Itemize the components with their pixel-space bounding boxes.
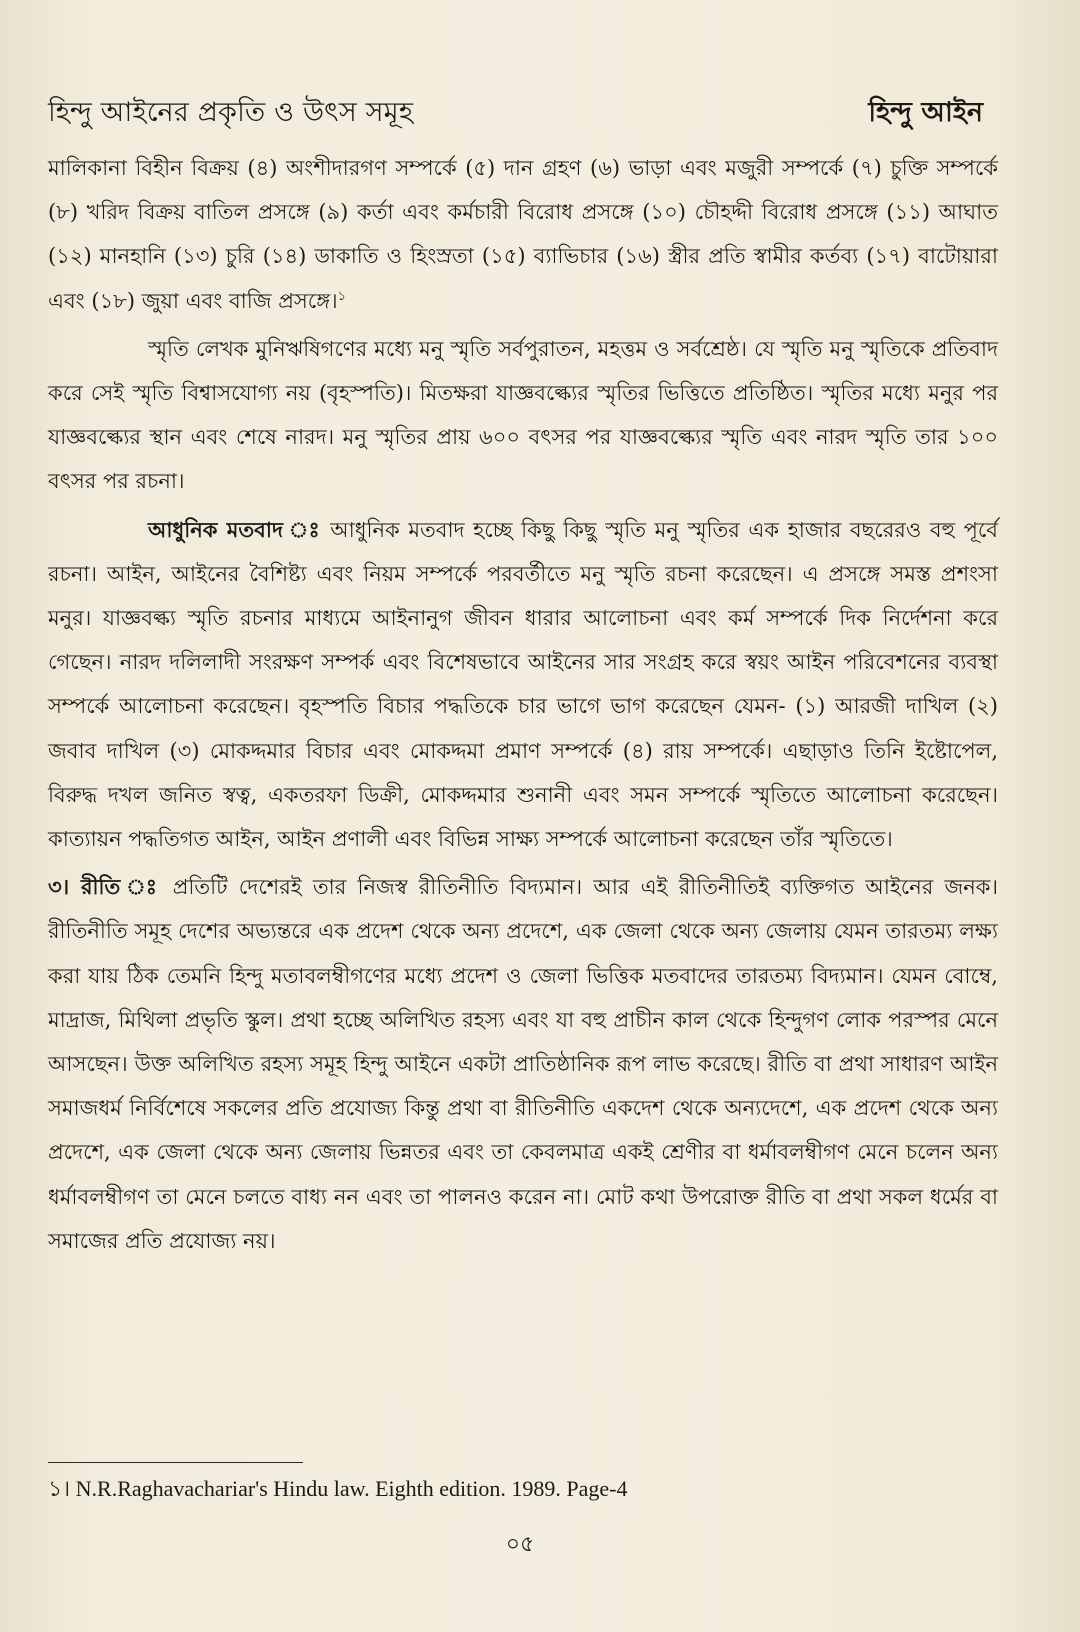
paragraph-4 <box>48 865 998 1263</box>
paragraph-2: স্মৃতি লেখক মুনিঋষিগণের মধ্যে মনু স্মৃতি সর্বপুরাতন, মহত্তম ও সর্বশ্রেষ্ঠ। যে স্মৃতি মনু স্মৃতিকে প্রতিবাদ করে সেই স্মৃতি বিশ্বাসযোগ্য নয় (বৃহস্পতি)। মিতক্ষরা যাজ্ঞবল্ক্যের স্মৃতির ভিত্তিতে প্রতিষ্ঠিত। স্মৃতির মধ্যে মনুর পর যাজ্ঞবল্ক্যের স্থান এবং শেষে নারদ। মনু স্মৃতির প্রায় ৬০০ বৎসর পর যাজ্ঞবল্ক্যের স্মৃতি এবং নারদ স্মৃতি তার ১০০ বৎসর পর রচনা। <box>48 336 998 494</box>
paragraph-3-lead: আধুনিক মতবাদ ঃ <box>148 516 322 542</box>
paragraph-3-text: আধুনিক মতবাদ হচ্ছে কিছু কিছু স্মৃতি মনু স্মৃতির এক হাজার বছরেরও বহু পূর্বে রচনা। আইন, আইনের বৈশিষ্ট্য এবং নিয়ম সম্পর্কে পরবর্তীতে মনু স্মৃতি রচনা করেছেন। এ প্রসঙ্গে সমস্ত প্রশংসা মনুর। যাজ্ঞবল্ক্য স্মৃতি রচনার মাধ্যমে আইনানুগ জীবন ধারার আলোচনা এবং কর্ম সম্পর্কে দিক নির্দেশনা করে গেছেন। নারদ দলিলাদী সংরক্ষণ সম্পর্ক এবং বিশেষভাবে আইনের সার সংগ্রহ করে স্বয়ং আইন পরিবেশনের ব্যবস্থা সম্পর্কে আলোচনা করেছেন। বৃহস্পতি বিচার পদ্ধতিকে চার ভাগে ভাগ করেছেন যেমন- (১) আরজী দাখিল (২) জবাব দাখিল (৩) মোকদ্দমার বিচার এবং মোকদ্দমা প্রমাণ সম্পর্কে (৪) রায় সম্পর্কে। এছাড়াও তিনি ইষ্টোপেল, বিরুদ্ধ দখল জনিত স্বত্ব, একতরফা ডিক্রী, মোকদ্দমার শুনানী এবং সমন সম্পর্কে স্মৃতিতে আলোচনা করেছেন। কাত্যায়ন পদ্ধতিগত আইন, আইন প্রণালী এবং বিভিন্ন সাক্ষ্য সম্পর্কে আলোচনা করেছেন তাঁর স্মৃতিতে। <box>48 517 998 852</box>
footnote-divider <box>48 1462 303 1463</box>
paragraph-1-text: মালিকানা বিহীন বিক্রয় (৪) অংশীদারগণ সম্পর্কে (৫) দান গ্রহণ (৬) ভাড়া এবং মজুরী সম্পর্কে (৭) চুক্তি সম্পর্কে (৮) খরিদ বিক্রয় বাতিল প্রসঙ্গে (৯) কর্তা এবং কর্মচারী বিরোধ প্রসঙ্গে (১০) চৌহদ্দী বিরোধ প্রসঙ্গে (১১) আঘাত (১২) মানহানি (১৩) চুরি (১৪) ডাকাতি ও হিংস্রতা (১৫) ব্যাভিচার (১৬) স্ত্রীর প্রতি স্বামীর কর্তব্য (১৭) বাটোয়ারা এবং (১৮) জুয়া এবং বাজি প্রসঙ্গে। <box>48 156 998 313</box>
section-heading-custom: ৩। রীতি ঃ <box>48 874 162 900</box>
page-number: ০৫ <box>505 1532 535 1557</box>
paragraph-4-text: প্রতিটি দেশেরই তার নিজস্ব রীতিনীতি বিদ্যমান। আর এই রীতিনীতিই ব্যক্তিগত আইনের জনক। রীতিনীতি সমূহ দেশের অভ্যন্তরে এক প্রদেশ থেকে অন্য প্রদেশে, এক জেলা থেকে অন্য জেলায় যেমন তারতম্য লক্ষ্য করা যায় ঠিক তেমনি হিন্দু মতাবলম্বীগণের মধ্যে প্রদেশ ও জেলা ভিত্তিক মতবাদের তারতম্য বিদ্যমান। যেমন বোম্বে, মাদ্রাজ, মিথিলা প্রভৃতি স্কুল। প্রথা হচ্ছে অলিখিত রহস্য এবং যা বহু প্রাচীন কাল থেকে হিন্দুগণ লোক পরস্পর মেনে আসছেন। উক্ত অলিখিত রহস্য সমূহ হিন্দু আইনে একটা প্রাতিষ্ঠানিক রূপ লাভ করেছে। রীতি বা প্রথা সাধারণ আইন সমাজধর্ম নির্বিশেষে সকলের প্রতি প্রযোজ্য কিন্তু প্রথা বা রীতিনীতি একদেশ থেকে অন্যদেশে, এক প্রদেশ থেকে অন্য প্রদেশে, এক জেলা থেকে অন্য জেলায় ভিন্নতর এবং তা কেবলমাত্র একই শ্রেণীর বা ধর্মাবলম্বীগণ মেনে চলেন অন্য ধর্মাবলম্বীগণ তা মেনে চলতে বাধ্য নন এবং তা পালনও করেন না। মোট কথা উপরোক্ত রীতি বা প্রথা সকল ধর্মের বা সমাজের প্রতি প্রযোজ্য নয়। <box>48 875 998 1253</box>
chapter-title: হিন্দু আইনের প্রকৃতি ও উৎস সমূহ <box>48 97 414 128</box>
paragraph-1 <box>48 146 998 323</box>
book-title: হিন্দু আইন <box>868 97 983 128</box>
running-header <box>48 96 983 130</box>
footnote-reference: ১ <box>337 288 347 304</box>
footnote: ১। N.R.Raghavachariar's Hindu law. Eighth edition. 1989. Page-4 <box>48 1476 628 1501</box>
paragraph-3 <box>48 508 998 862</box>
body-text <box>48 146 998 1263</box>
